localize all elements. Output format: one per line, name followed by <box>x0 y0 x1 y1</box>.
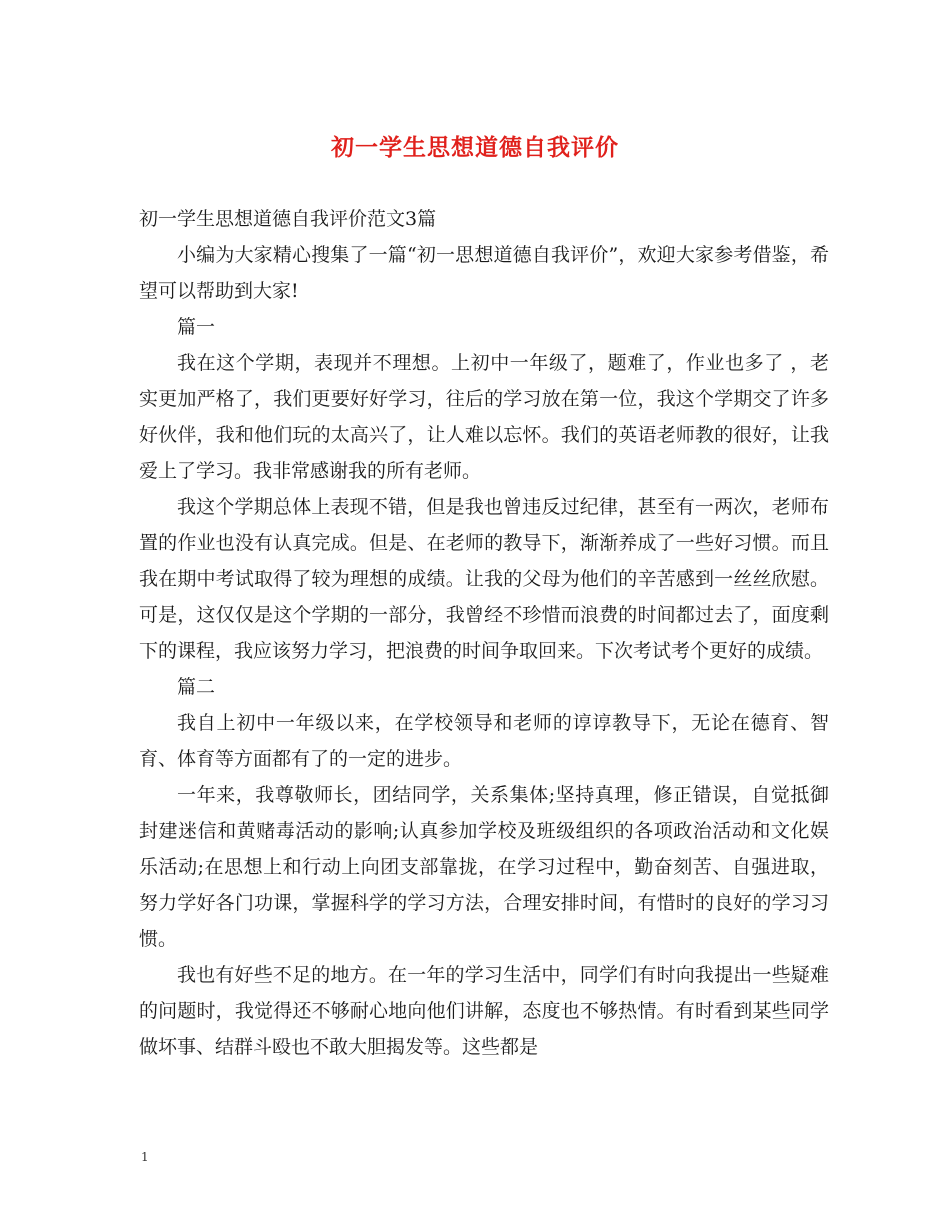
body-paragraph: 我在这个学期，表现并不理想。上初中一年级了，题难了，作业也多了 ，老实更加严格了，我们更要好好学习，往后的学习放在第一位，我这个学期交了许多好伙伴，我和他们玩的太高兴了，让人难以忘怀。我们的英语老师教的很好，让我爱上了学习。我非常感谢我的所有老师。 <box>139 352 829 482</box>
document-title: 初一学生思想道德自我评价 <box>331 135 619 161</box>
body-paragraph: 一年来，我尊敬师长，团结同学，关系集体;坚持真理，修正错误，自觉抵御封建迷信和黄赌毒活动的影响;认真参加学校及班级组织的各项政治活动和文化娱乐活动;在思想上和行动上向团支部靠拢，在学习过程中，勤奋刻苦、自强进取，努力学好各门功课，掌握科学的学习方法，合理安排时间，有惜时的良好的学习习惯。 <box>139 784 829 950</box>
body-paragraph: 我这个学期总体上表现不错，但是我也曾违反过纪律，甚至有一两次，老师布置的作业也没有认真完成。但是、在老师的教导下，渐渐养成了一些好习惯。而且我在期中考试取得了较为理想的成绩。让我的父母为他们的辛苦感到一丝丝欣慰。可是，这仅仅是这个学期的一部分，我曾经不珍惜而浪费的时间都过去了，面度剩下的课程，我应该努力学习，把浪费的时间争取回来。下次考试考个更好的成绩。 <box>139 496 829 662</box>
page-number: 1 <box>141 1150 149 1164</box>
section-heading: 篇二 <box>177 676 216 698</box>
body-paragraph: 初一学生思想道德自我评价范文3篇 <box>139 208 437 230</box>
body-paragraph: 我也有好些不足的地方。在一年的学习生活中，同学们有时向我提出一些疑难的问题时，我觉得还不够耐心地向他们讲解，态度也不够热情。有时看到某些同学做坏事、结群斗殴也不敢大胆揭发等。这些都是 <box>139 964 829 1058</box>
body-paragraph: 小编为大家精心搜集了一篇“初一思想道德自我评价”，欢迎大家参考借鉴，希望可以帮助到大家! <box>139 244 829 302</box>
body-paragraph: 我自上初中一年级以来，在学校领导和老师的谆谆教导下，无论在德育、智育、体育等方面都有了的一定的进步。 <box>139 712 829 770</box>
document-body <box>139 201 829 1065</box>
section-heading: 篇一 <box>177 316 216 338</box>
